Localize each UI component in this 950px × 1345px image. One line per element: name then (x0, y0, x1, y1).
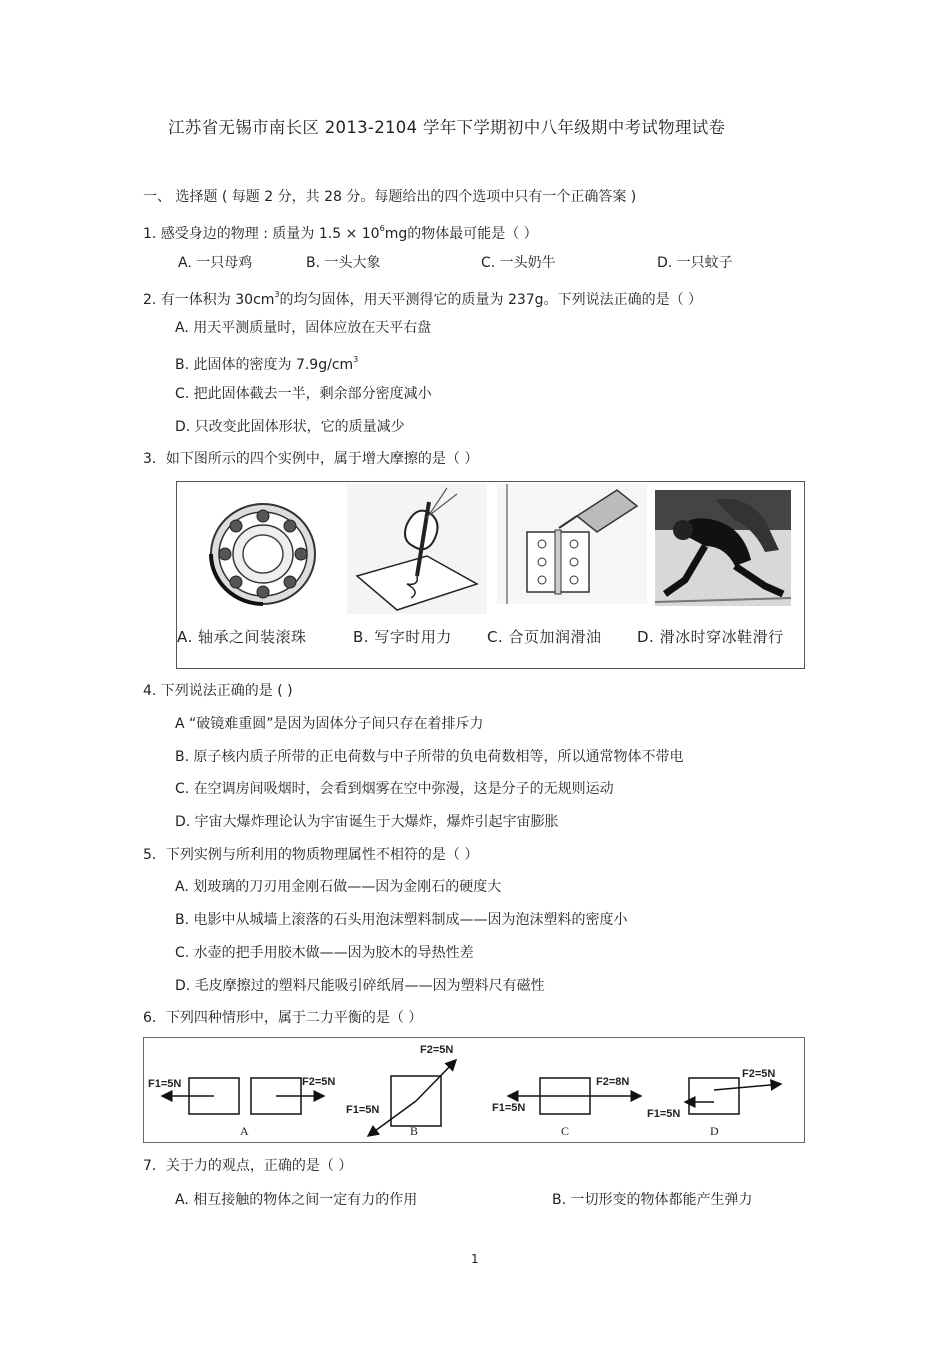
question-4-stem: 4. 下列说法正确的是 ( ) (143, 683, 293, 699)
force-label-d-f1: F1=5N (647, 1108, 681, 1120)
page-title: 江苏省无锡市南长区 2013-2104 学年下学期初中八年级期中考试物理试卷 (168, 118, 726, 137)
question-2-stem: 2. 有一体积为 $30cm^3$的均匀固体，用天平测得它的质量为 237g。下列说法正确的是（ ） (143, 290, 703, 308)
question-2-option-d: D. 只改变此固体形状，它的质量减少 (175, 419, 405, 435)
panel-label-d: D (710, 1124, 719, 1138)
question-5-option-d: D. 毛皮摩擦过的塑料尺能吸引碎纸屑——因为塑料尺有磁性 (175, 978, 545, 994)
question-1-stem: 1. 感受身边的物理 : 质量为 $1.5 \times 10^6mg$的物体最可能是（ ） (143, 224, 538, 242)
question-2-option-b: B. 此固体的密度为 $7.9g/cm^3$ (175, 355, 359, 373)
writing-hand-image (347, 484, 487, 614)
question-7-stem: 7．关于力的观点，正确的是（ ） (143, 1158, 353, 1174)
force-label-c-f2: F2=8N (596, 1076, 630, 1088)
question-2-option-a: A. 用天平测质量时，固体应放在天平右盘 (175, 320, 432, 336)
question-5-option-b: B. 电影中从城墙上滚落的石头用泡沫塑料制成——因为泡沫塑料的密度小 (175, 912, 628, 928)
question-5-option-c: C. 水壶的把手用胶木做——因为胶木的导热性差 (175, 945, 474, 961)
panel-label-b: B (410, 1124, 419, 1138)
force-label-a-f2: F2=5N (302, 1076, 336, 1088)
question-7-option-b: B. 一切形变的物体都能产生弹力 (552, 1192, 753, 1208)
question-4-option-b: B. 原子核内质子所带的正电荷数与中子所带的负电荷数相等，所以通常物体不带电 (175, 749, 684, 765)
figure-caption-a: A. 轴承之间装滚珠 (177, 628, 307, 646)
hinge-oil-image (497, 484, 647, 604)
page-number: 1 (471, 1252, 479, 1266)
question-1-option-b: B. 一头大象 (306, 255, 381, 271)
question-4-option-d: D. 宇宙大爆炸理论认为宇宙诞生于大爆炸，爆炸引起宇宙膨胀 (175, 814, 559, 830)
question-3-figure (176, 481, 805, 669)
question-4-option-c: C. 在空调房间吸烟时，会看到烟雾在空中弥漫，这是分子的无规则运动 (175, 781, 614, 797)
force-label-c-f1: F1=5N (492, 1102, 526, 1114)
force-label-b-f2: F2=5N (420, 1044, 454, 1056)
force-label-d-f2: F2=5N (742, 1068, 776, 1080)
question-5-option-a: A. 划玻璃的刀刃用金刚石做——因为金刚石的硬度大 (175, 879, 502, 895)
question-1-option-c: C. 一头奶牛 (481, 255, 556, 271)
question-6-stem: 6．下列四种情形中，属于二力平衡的是（ ） (143, 1010, 423, 1026)
question-2-option-c: C. 把此固体截去一半，剩余部分密度减小 (175, 386, 432, 402)
question-7-option-a: A. 相互接触的物体之间一定有力的作用 (175, 1192, 418, 1208)
skating-image (655, 490, 791, 606)
question-6-figure (143, 1037, 805, 1143)
question-4-option-a: A “破镜难重圆”是因为固体分子间只存在着排斥力 (175, 716, 484, 732)
question-1-option-a: A. 一只母鸡 (178, 255, 253, 271)
question-5-stem: 5．下列实例与所利用的物质物理属性不相符的是（ ） (143, 847, 479, 863)
panel-label-a: A (240, 1124, 249, 1138)
figure-caption-b: B. 写字时用力 (353, 628, 452, 646)
question-3-stem: 3．如下图所示的四个实例中，属于增大摩擦的是（ ） (143, 451, 479, 467)
panel-label-c: C (561, 1124, 570, 1138)
question-1-option-d: D. 一只蚊子 (657, 255, 733, 271)
figure-caption-c: C. 合页加润滑油 (487, 628, 602, 646)
figure-caption-d: D. 滑冰时穿冰鞋滑行 (637, 628, 784, 646)
force-label-b-f1: F1=5N (346, 1104, 380, 1116)
bearing-image (197, 496, 327, 606)
force-label-a-f1: F1=5N (148, 1078, 182, 1090)
section-heading: 一、 选择题 ( 每题 2 分，共 28 分。每题给出的四个选项中只有一个正确答案 ) (143, 189, 637, 205)
